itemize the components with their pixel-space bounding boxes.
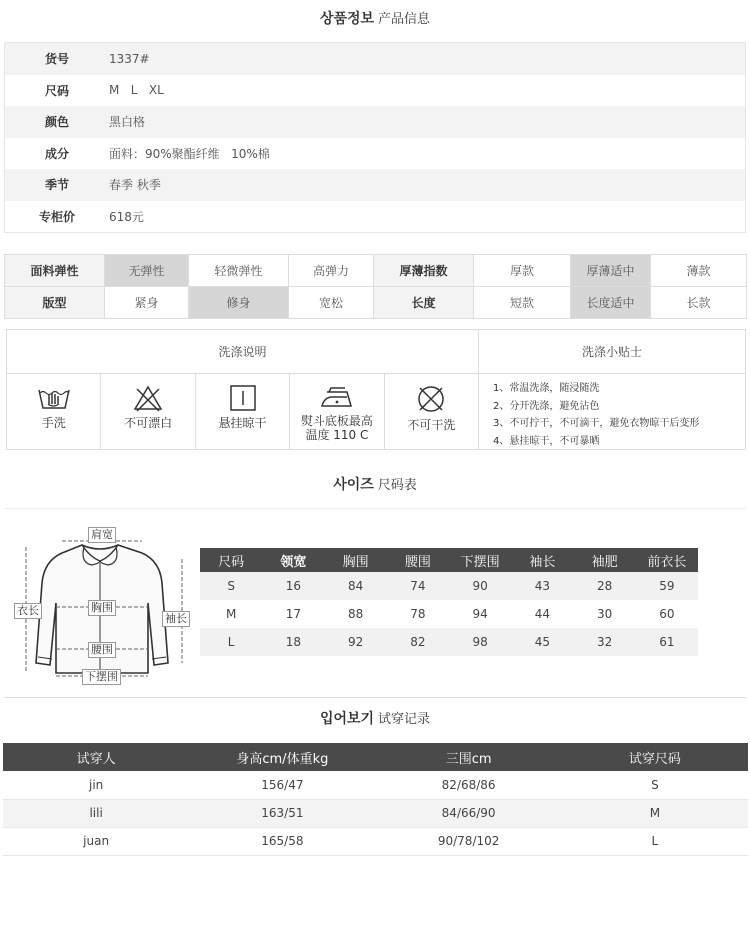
size-header-cell: 袖肥 — [574, 548, 636, 572]
wash-label: 不可干洗 — [407, 418, 456, 432]
elasticity-option: 轻微弹性 — [189, 255, 289, 287]
size-cell: 16 — [262, 572, 324, 600]
info-key: 成分 — [44, 146, 69, 161]
attributes-row — [5, 287, 747, 319]
info-value: 618元 — [109, 209, 144, 224]
size-cell: 18 — [262, 628, 324, 656]
size-header-cell: 前衣长 — [636, 548, 698, 572]
size-cell: 45 — [511, 628, 573, 656]
iron-icon — [319, 384, 355, 410]
thickness-option-selected: 厚薄适中 — [571, 255, 651, 287]
fit-option-selected: 修身 — [189, 287, 289, 319]
table-row — [3, 827, 748, 855]
try-on-title — [0, 708, 750, 728]
try-cell: 84/66/90 — [376, 799, 562, 827]
table-row — [3, 799, 748, 827]
title-korean: 사이즈 — [333, 477, 374, 493]
length-label: 长度 — [374, 287, 474, 319]
info-value: M L XL — [109, 83, 164, 98]
wash-item — [101, 374, 195, 449]
try-cell: 165/58 — [189, 827, 375, 855]
size-cell: 59 — [636, 572, 698, 600]
size-cell: 74 — [387, 572, 449, 600]
try-header-cell: 三围cm — [376, 743, 562, 771]
no-dry-clean-icon — [415, 384, 447, 414]
try-cell: juan — [3, 827, 189, 855]
try-cell: 82/68/86 — [376, 771, 562, 799]
size-header-cell: 胸围 — [325, 548, 387, 572]
size-cell: 90 — [449, 572, 511, 600]
elasticity-option-selected: 无弹性 — [105, 255, 189, 287]
hem-label: 下摆围 — [82, 669, 121, 685]
table-row — [3, 771, 748, 799]
title-chinese: 尺码表 — [377, 478, 417, 493]
info-value: 春季 秋季 — [109, 178, 161, 193]
table-row — [200, 600, 698, 628]
size-cell: 17 — [262, 600, 324, 628]
wash-label: 悬挂晾干 — [218, 416, 267, 430]
washing-tips-title: 洗涤小贴士 — [479, 330, 745, 374]
product-info-title — [0, 8, 750, 28]
fit-option: 紧身 — [105, 287, 189, 319]
size-cell: 44 — [511, 600, 573, 628]
try-on-header — [3, 743, 748, 771]
size-cell: 60 — [636, 600, 698, 628]
title-korean: 상품정보 — [319, 11, 375, 27]
size-header-cell: 下摆围 — [449, 548, 511, 572]
product-info-table — [4, 42, 746, 233]
info-row — [5, 75, 745, 107]
info-key: 专柜价 — [38, 209, 75, 224]
try-cell: 90/78/102 — [376, 827, 562, 855]
size-cell: 32 — [574, 628, 636, 656]
wash-item — [385, 374, 478, 449]
tip-item: 2、分开洗涤，避免沾色 — [493, 400, 600, 412]
info-row — [5, 106, 745, 138]
wash-item — [290, 374, 384, 449]
info-key: 季节 — [44, 178, 69, 193]
thickness-option: 薄款 — [651, 255, 747, 287]
info-row — [5, 169, 745, 201]
info-value: 面料：90%聚酯纤维 10%棉 — [109, 146, 270, 161]
size-table-header — [200, 548, 698, 572]
size-cell: M — [200, 600, 262, 628]
length-option: 短款 — [474, 287, 571, 319]
info-key: 尺码 — [44, 83, 69, 98]
shoulder-label: 肩宽 — [88, 527, 116, 543]
attributes-row — [5, 255, 747, 287]
washing-instructions-title: 洗涤说明 — [7, 330, 479, 374]
elasticity-option: 高弹力 — [289, 255, 374, 287]
try-cell: lili — [3, 799, 189, 827]
title-chinese: 产品信息 — [378, 12, 431, 27]
size-header-cell: 腰围 — [387, 548, 449, 572]
size-cell: 30 — [574, 600, 636, 628]
info-row — [5, 138, 745, 170]
length-option: 长款 — [651, 287, 747, 319]
hang-dry-icon — [228, 384, 258, 412]
try-on-table — [3, 743, 748, 856]
info-value: 1337# — [109, 51, 150, 66]
size-cell: 82 — [387, 628, 449, 656]
washing-icons — [7, 374, 479, 449]
hand-wash-icon — [37, 384, 71, 412]
tip-item: 1、常温洗涤，随浸随洗 — [493, 383, 600, 394]
thickness-option: 厚款 — [474, 255, 571, 287]
try-header-cell: 身高cm/体重kg — [189, 743, 375, 771]
size-cell: 84 — [325, 572, 387, 600]
size-cell: L — [200, 628, 262, 656]
washing-panel — [6, 329, 746, 450]
try-header-cell: 试穿尺码 — [562, 743, 748, 771]
size-cell: 43 — [511, 572, 573, 600]
title-chinese: 试穿记录 — [378, 712, 431, 727]
thickness-label: 厚薄指数 — [374, 255, 474, 287]
wash-label-line2: 温度 110 C — [305, 428, 369, 442]
size-cell: 28 — [574, 572, 636, 600]
wash-item — [196, 374, 290, 449]
size-cell: 94 — [449, 600, 511, 628]
size-cell: 61 — [636, 628, 698, 656]
title-korean: 입어보기 — [319, 711, 375, 727]
size-cell: S — [200, 572, 262, 600]
tip-item: 3、不可拧干，不可滴干，避免衣物晾干后变形 — [493, 418, 700, 429]
size-cell: 88 — [325, 600, 387, 628]
size-header-cell: 袖长 — [511, 548, 573, 572]
size-chart-title — [0, 474, 750, 494]
try-header-cell: 试穿人 — [3, 743, 189, 771]
wash-label: 不可漂白 — [124, 416, 173, 430]
try-cell: 156/47 — [189, 771, 375, 799]
info-row — [5, 201, 745, 233]
wash-item — [7, 374, 101, 449]
size-table — [200, 548, 698, 656]
try-cell: M — [562, 799, 748, 827]
table-row — [200, 572, 698, 600]
fit-option: 宽松 — [289, 287, 374, 319]
wash-label-line1: 熨斗底板最高 — [300, 414, 373, 428]
waist-label: 腰围 — [88, 642, 116, 658]
fit-label: 版型 — [5, 287, 105, 319]
size-header-cell: 领宽 — [262, 548, 324, 572]
attributes-table — [4, 254, 747, 319]
info-value: 黑白格 — [109, 115, 146, 130]
size-cell: 92 — [325, 628, 387, 656]
info-key: 颜色 — [44, 115, 69, 130]
no-bleach-icon — [132, 384, 164, 412]
sleeve-label: 袖长 — [162, 611, 190, 627]
try-cell: L — [562, 827, 748, 855]
wash-label: 手洗 — [41, 416, 66, 430]
tip-item: 4、悬挂晾干，不可暴晒 — [493, 435, 600, 447]
size-cell: 78 — [387, 600, 449, 628]
elasticity-label: 面料弹性 — [5, 255, 105, 287]
washing-tips-list — [493, 380, 699, 450]
info-key: 货号 — [44, 52, 69, 67]
size-cell: 98 — [449, 628, 511, 656]
table-row — [200, 628, 698, 656]
size-header-cell: 尺码 — [200, 548, 262, 572]
chest-label: 胸围 — [88, 600, 116, 616]
try-cell: S — [562, 771, 748, 799]
try-cell: 163/51 — [189, 799, 375, 827]
info-row — [5, 43, 745, 75]
length-label: 衣长 — [14, 603, 42, 619]
length-option-selected: 长度适中 — [571, 287, 651, 319]
try-cell: jin — [3, 771, 189, 799]
